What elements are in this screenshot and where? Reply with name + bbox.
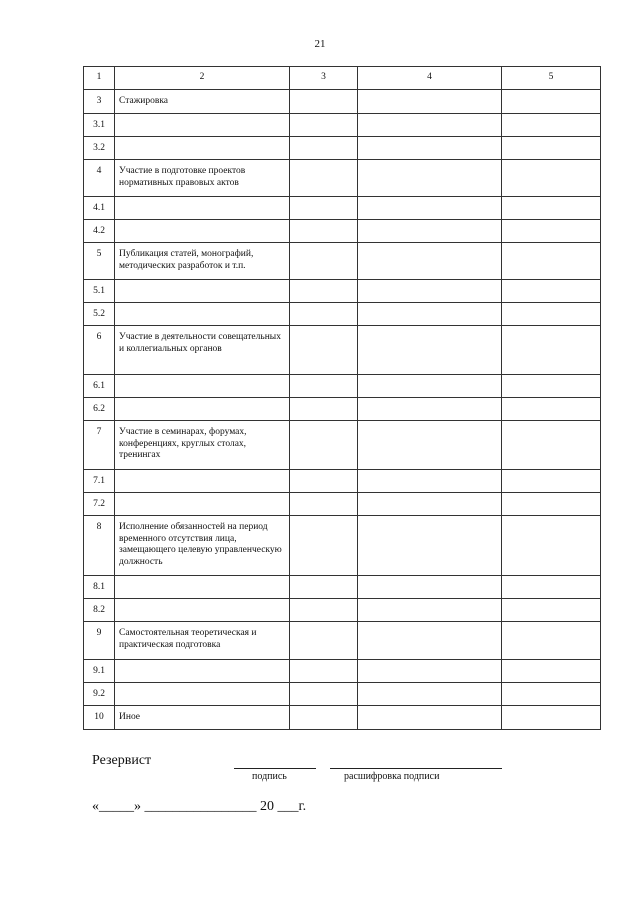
column-header-3: 3 — [290, 67, 358, 90]
result-cell — [358, 516, 502, 576]
mark-cell — [502, 114, 601, 137]
period-cell — [290, 683, 358, 706]
result-cell — [358, 660, 502, 683]
signature-caption: подпись — [252, 771, 287, 782]
table-row — [84, 137, 601, 160]
row-activity: Стажировка — [115, 90, 290, 114]
period-cell — [290, 160, 358, 197]
result-cell — [358, 326, 502, 375]
result-cell — [358, 706, 502, 730]
period-cell — [290, 660, 358, 683]
period-cell — [290, 243, 358, 280]
table-row — [84, 421, 601, 470]
period-cell — [290, 375, 358, 398]
row-number: 7.2 — [84, 493, 115, 516]
result-cell — [358, 576, 502, 599]
mark-cell — [502, 280, 601, 303]
row-number: 6 — [84, 326, 115, 375]
table-row — [84, 706, 601, 730]
row-number: 5.1 — [84, 280, 115, 303]
date-line: «_____» ________________ 20 ___г. — [92, 799, 307, 814]
period-cell — [290, 706, 358, 730]
period-cell — [290, 280, 358, 303]
row-number: 9 — [84, 622, 115, 660]
mark-cell — [502, 90, 601, 114]
row-number: 8.1 — [84, 576, 115, 599]
table-row — [84, 576, 601, 599]
result-cell — [358, 90, 502, 114]
period-cell — [290, 493, 358, 516]
mark-cell — [502, 493, 601, 516]
table-row — [84, 280, 601, 303]
result-cell — [358, 599, 502, 622]
row-activity: Публикация статей, монографий, методических разработок и т.п. — [115, 243, 290, 280]
mark-cell — [502, 470, 601, 493]
result-cell — [358, 398, 502, 421]
row-number: 4.1 — [84, 197, 115, 220]
mark-cell — [502, 220, 601, 243]
result-cell — [358, 421, 502, 470]
row-activity — [115, 398, 290, 421]
result-cell — [358, 197, 502, 220]
table-row — [84, 375, 601, 398]
result-cell — [358, 137, 502, 160]
mark-cell — [502, 197, 601, 220]
row-number: 5.2 — [84, 303, 115, 326]
row-activity — [115, 303, 290, 326]
row-activity — [115, 470, 290, 493]
mark-cell — [502, 375, 601, 398]
period-cell — [290, 622, 358, 660]
period-cell — [290, 303, 358, 326]
row-activity — [115, 220, 290, 243]
result-cell — [358, 114, 502, 137]
row-activity: Самостоятельная теоретическая и практическая подготовка — [115, 622, 290, 660]
row-number: 8 — [84, 516, 115, 576]
result-cell — [358, 683, 502, 706]
row-activity — [115, 576, 290, 599]
result-cell — [358, 303, 502, 326]
table-row — [84, 470, 601, 493]
mark-cell — [502, 599, 601, 622]
row-activity — [115, 137, 290, 160]
period-cell — [290, 421, 358, 470]
row-activity: Исполнение обязанностей на период временного отсутствия лица, замещающего целевую управленческую должность — [115, 516, 290, 576]
column-header-2: 2 — [115, 67, 290, 90]
mark-cell — [502, 326, 601, 375]
period-cell — [290, 326, 358, 375]
mark-cell — [502, 160, 601, 197]
mark-cell — [502, 421, 601, 470]
period-cell — [290, 470, 358, 493]
period-cell — [290, 576, 358, 599]
mark-cell — [502, 137, 601, 160]
result-cell — [358, 470, 502, 493]
mark-cell — [502, 303, 601, 326]
decoding-line — [330, 768, 502, 769]
period-cell — [290, 398, 358, 421]
period-cell — [290, 197, 358, 220]
row-number: 4 — [84, 160, 115, 197]
mark-cell — [502, 398, 601, 421]
table-row — [84, 90, 601, 114]
signature-line — [234, 768, 316, 769]
table-row — [84, 493, 601, 516]
row-activity — [115, 493, 290, 516]
mark-cell — [502, 706, 601, 730]
row-number: 6.2 — [84, 398, 115, 421]
table-row — [84, 622, 601, 660]
table-row — [84, 114, 601, 137]
table-row — [84, 326, 601, 375]
row-activity: Участие в семинарах, форумах, конференциях, круглых столах, тренингах — [115, 421, 290, 470]
mark-cell — [502, 576, 601, 599]
row-number: 10 — [84, 706, 115, 730]
result-cell — [358, 243, 502, 280]
row-activity — [115, 660, 290, 683]
row-number: 9.1 — [84, 660, 115, 683]
table-row — [84, 220, 601, 243]
result-cell — [358, 280, 502, 303]
row-activity — [115, 599, 290, 622]
row-number: 3.2 — [84, 137, 115, 160]
development-plan-table — [83, 66, 601, 730]
column-header-4: 4 — [358, 67, 502, 90]
row-activity: Участие в деятельности совещательных и коллегиальных органов — [115, 326, 290, 375]
row-activity — [115, 197, 290, 220]
row-number: 5 — [84, 243, 115, 280]
period-cell — [290, 599, 358, 622]
row-activity — [115, 114, 290, 137]
mark-cell — [502, 660, 601, 683]
mark-cell — [502, 622, 601, 660]
table-row — [84, 683, 601, 706]
row-activity — [115, 683, 290, 706]
period-cell — [290, 90, 358, 114]
row-number: 6.1 — [84, 375, 115, 398]
signer-label: Резервист — [92, 753, 152, 768]
table-header-row — [84, 67, 601, 90]
column-header-1: 1 — [84, 67, 115, 90]
period-cell — [290, 137, 358, 160]
result-cell — [358, 160, 502, 197]
row-number: 7 — [84, 421, 115, 470]
table-row — [84, 243, 601, 280]
row-number: 3 — [84, 90, 115, 114]
result-cell — [358, 375, 502, 398]
period-cell — [290, 114, 358, 137]
period-cell — [290, 516, 358, 576]
page-number: 21 — [314, 38, 326, 50]
period-cell — [290, 220, 358, 243]
row-number: 8.2 — [84, 599, 115, 622]
row-activity: Участие в подготовке проектов нормативных правовых актов — [115, 160, 290, 197]
mark-cell — [502, 516, 601, 576]
row-activity — [115, 280, 290, 303]
table-row — [84, 398, 601, 421]
table-row — [84, 599, 601, 622]
row-number: 7.1 — [84, 470, 115, 493]
mark-cell — [502, 243, 601, 280]
table-row — [84, 660, 601, 683]
row-activity — [115, 375, 290, 398]
table-row — [84, 160, 601, 197]
result-cell — [358, 220, 502, 243]
row-number: 3.1 — [84, 114, 115, 137]
table-row — [84, 303, 601, 326]
column-header-5: 5 — [502, 67, 601, 90]
row-number: 4.2 — [84, 220, 115, 243]
table-row — [84, 197, 601, 220]
row-activity: Иное — [115, 706, 290, 730]
row-number: 9.2 — [84, 683, 115, 706]
result-cell — [358, 493, 502, 516]
decoding-caption: расшифровка подписи — [344, 771, 440, 782]
table-row — [84, 516, 601, 576]
mark-cell — [502, 683, 601, 706]
result-cell — [358, 622, 502, 660]
